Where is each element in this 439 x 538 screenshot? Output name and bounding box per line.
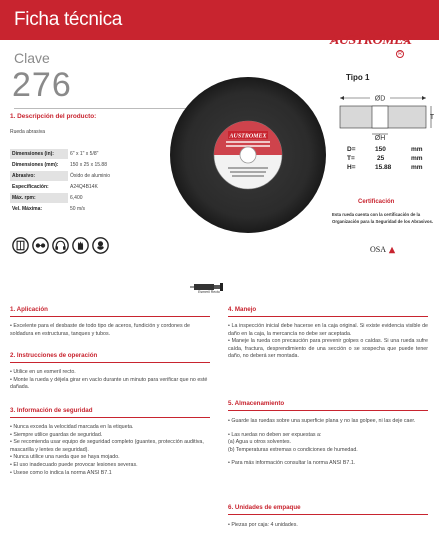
storage-line: • Guarde las ruedas sobre una superficie plana y no las golpee, ni las deje caer. [228,418,416,424]
dimension-value: 150 [375,146,386,153]
dimension-unit: mm [411,164,423,171]
manejo-list [228,323,428,361]
osa-logo [370,245,396,254]
spec-value: 50 m/s [70,206,86,212]
storage-line: (a) Agua u otros solventes. [228,439,292,446]
spec-value: 6" x 1" x 5/8" [70,151,99,157]
wheel-profile-diagram [336,88,436,144]
thickness-t-label: T [429,114,435,121]
dimension-value: 15.88 [375,164,392,171]
spec-label: Abrasivo: [10,171,68,181]
aplicacion-text: • Excelente para el desbaste de todo tipo de aceros, fundición y cordones de soldadura en estructuras, tanques y tubos. [10,323,191,337]
almacenamiento-list [228,418,428,468]
section-title-aplicacion: 1. Aplicación [10,306,48,313]
handling-line: • La inspección inicial debe hacerse en la caja original. Si existe evidencia visible de daño en la caja, la mercancía no debe ser aceptada. [228,323,428,337]
seguridad-list [10,424,210,477]
spec-label: Dimensiones (in): [10,149,68,159]
dimension-unit: mm [411,155,423,162]
handling-line: • Maneje la rueda con precaución para prevenir golpes o caídas. Si una rueda sufre caída, fractura, desprendimiento de una sección o se sospecha que puede tener daño, no deberá ser montada. [228,338,428,360]
spec-value: 150 x 25 x 15.88 [70,162,107,168]
osa-triangle-icon [388,246,396,254]
certification-text: Esta rueda cuenta con la certificación de la Organización para la Seguridad de los Abrasivos. [332,212,434,224]
spec-value: 6,400 [70,195,83,201]
spec-label: Máx. rpm: [10,193,68,203]
osa-text: OSA [370,245,386,254]
description-value: Rueda abrasiva [10,129,46,135]
safety-line: • Nunca utilice una rueda que se haya mojado. [10,454,120,461]
storage-line: (b) Temperaturas extremas o condiciones de humedad. [228,446,358,453]
storage-line: • Las ruedas no deben ser expuestas a: [228,431,322,438]
diameter-h-label: ØH [374,135,386,142]
section-title-almacenamiento: 5. Almacenamiento [228,400,285,407]
description-title: 1. Descripción del producto: [10,113,97,120]
safety-glasses-icon [32,237,49,254]
spec-label: Especificación: [12,184,49,190]
safety-line: • Usese como lo indica la norma ANSI B7.1 [10,469,112,476]
hearing-protection-icon [52,237,69,254]
spec-value: A24Q4B14K [70,184,98,190]
safety-line: • Se recomienda usar equipo de seguridad completo (guantes, protección auditiva, mascarilla y lentes de seguridad). [10,439,204,453]
spec-label: Dimensiones (mm): [12,162,59,168]
diameter-d-label: ØD [374,95,386,103]
clave-label: Clave [14,50,50,66]
section-title-manejo: 4. Manejo [228,306,257,313]
ppe-icons-row [12,237,112,255]
instruction-line: • Monte la rueda y déjela girar en vacío durante un minuto para verificar que no esté dañada. [10,376,208,391]
dimension-key: T= [347,155,355,162]
section-divider [228,410,428,411]
grinding-wheel-image [168,75,328,235]
instruction-line: • Utilice en un esmeril recto. [10,369,76,375]
empaque-text: • Piezas por caja: 4 unidades. [228,522,298,528]
spec-value: Óxido de aluminio [70,173,111,179]
section-divider [10,316,210,317]
storage-line: • Para más información consultar la norma ANSI B7.1. [228,460,356,467]
dimension-key: D= [347,146,356,153]
section-divider [228,316,428,317]
tool-label: Esmeril Recto [198,290,220,294]
safety-line: • Nunca exceda la velocidad marcada en la etiqueta. [10,424,134,430]
dimension-unit: mm [411,146,423,153]
registered-mark: R [396,50,404,58]
instrucciones-list [10,369,210,392]
section-divider [10,362,210,363]
certification-title: Certificación [358,199,395,205]
safety-line: • Siempre utilice guardas de seguridad. [10,431,103,438]
dimension-value: 25 [377,155,385,162]
section-title-empaque: 6. Unidades de empaque [228,504,301,511]
wheel-label-text: AUSTROMEX [229,133,267,140]
gloves-icon [72,237,89,254]
read-manual-icon [12,237,29,254]
dimension-key: H= [347,164,356,171]
wheel-type-label: Tipo 1 [346,73,370,82]
page-title: Ficha técnica [14,9,123,30]
clave-number: 276 [12,66,72,104]
section-title-instrucciones: 2. Instrucciones de operación [10,352,98,359]
section-divider [228,514,428,515]
dust-mask-icon [92,237,109,254]
logo-text: AUSTROMEX [330,33,412,48]
safety-line: • El uso inadecuado puede provocar lesiones severas. [10,461,138,468]
section-divider [10,417,210,418]
section-title-seguridad: 3. Información de seguridad [10,407,93,414]
spec-label: Vel. Máxima: [12,206,43,212]
